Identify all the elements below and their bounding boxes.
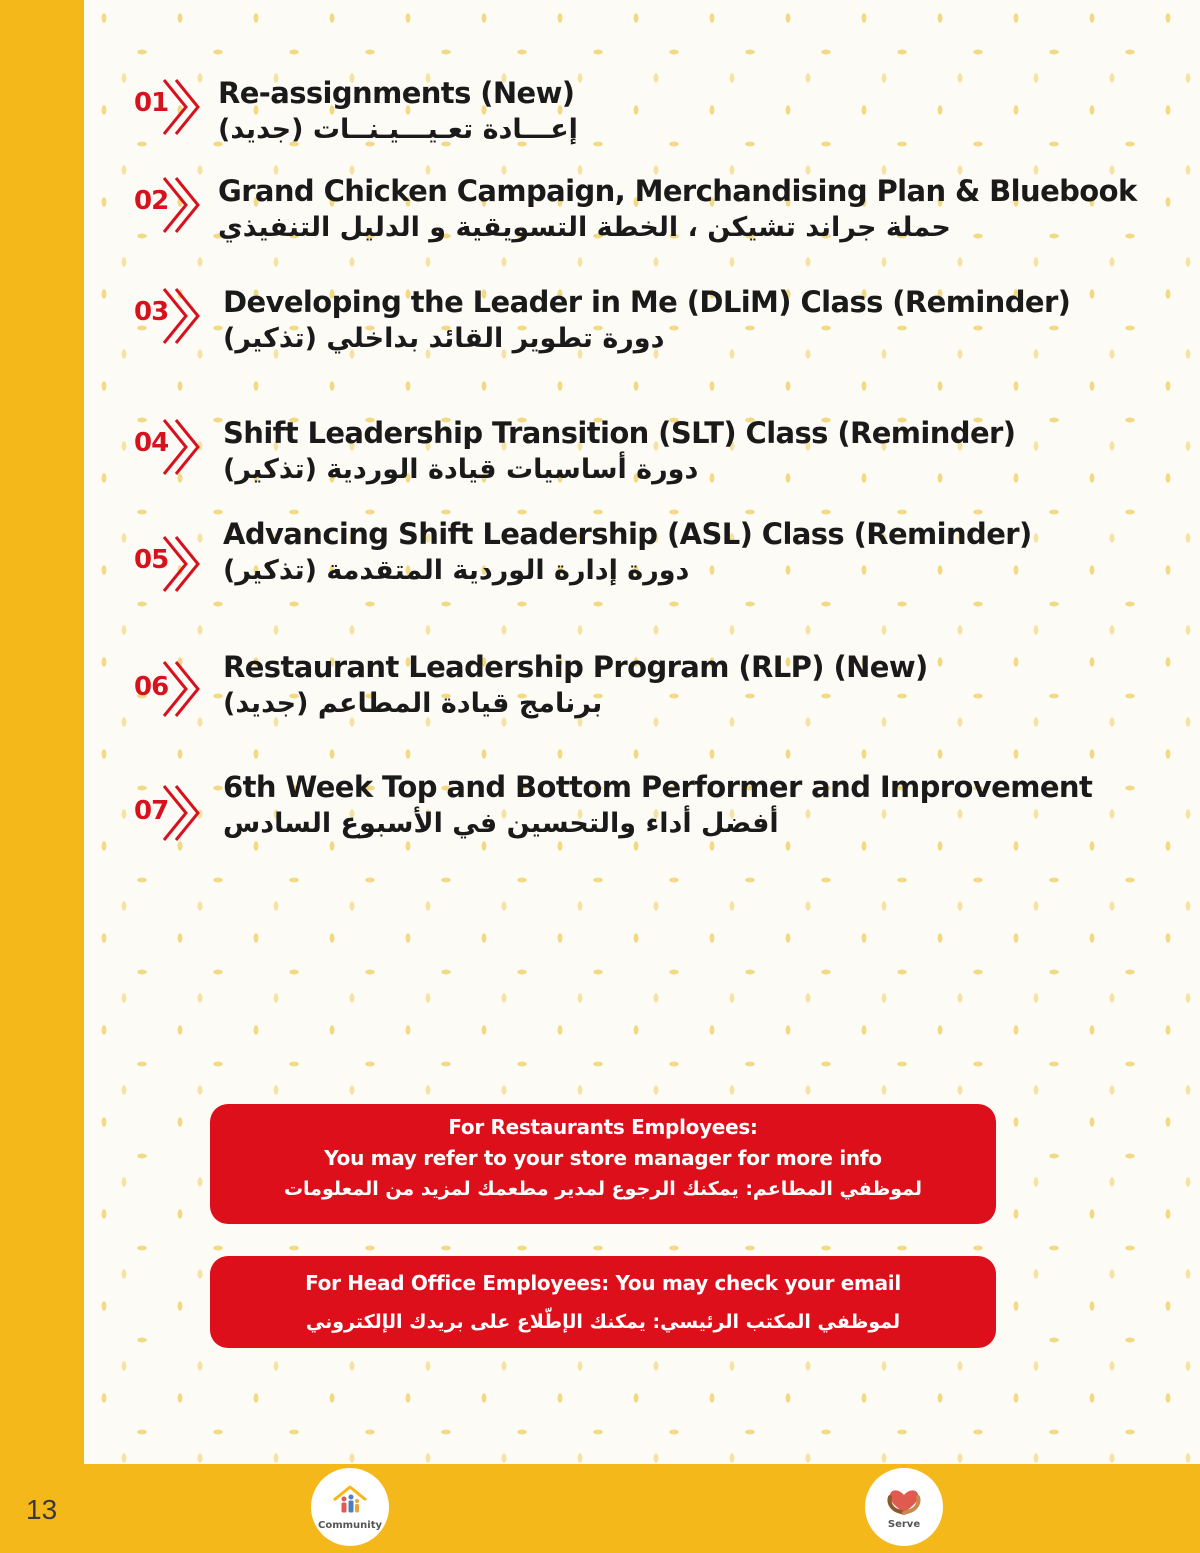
item-title: Advancing Shift Leadership (ASL) Class (Reminder) [223, 517, 1032, 551]
item-title-arabic: برنامج قيادة المطاعم (جديد) [223, 688, 603, 719]
item-title-arabic: دورة أساسيات قيادة الوردية (تذكير) [223, 454, 699, 485]
community-badge-label: Community [317, 1519, 382, 1531]
item-title-arabic: حملة جراند تشيكن ، الخطة التسويقية و الدليل التنفيذي [218, 212, 951, 243]
restaurants-notice-heading: For Restaurants Employees: [448, 1115, 758, 1139]
double-chevron-icon [158, 533, 208, 595]
item-title-arabic: أفضل أداء والتحسين في الأسبوع السادس [223, 808, 779, 839]
item-number: 06 [134, 672, 169, 702]
item-title: 6th Week Top and Bottom Performer and Improvement [223, 770, 1093, 804]
item-number: 02 [134, 186, 169, 216]
item-title: Restaurant Leadership Program (RLP) (New) [223, 650, 928, 684]
item-number: 04 [134, 428, 169, 458]
agenda-item [130, 517, 1190, 597]
heart-hands-icon [884, 1485, 924, 1517]
item-title-arabic: دورة إدارة الوردية المتقدمة (تذكير) [223, 555, 690, 586]
item-title-arabic: دورة تطوير القائد بداخلي (تذكير) [223, 323, 665, 354]
restaurants-notice-box [210, 1104, 996, 1224]
page-number: 13 [26, 1494, 58, 1525]
agenda-item [130, 650, 1190, 730]
serve-badge [865, 1468, 943, 1546]
agenda-item [130, 416, 1190, 496]
double-chevron-icon [158, 416, 208, 478]
serve-badge-label: Serve [887, 1518, 921, 1530]
restaurants-notice-arabic: لموظفي المطاعم: يمكنك الرجوع لمدير مطعمك لمزيد من المعلومات [283, 1178, 923, 1200]
item-title: Grand Chicken Campaign, Merchandising Plan & Bluebook [218, 174, 1137, 208]
item-title: Re-assignments (New) [218, 76, 575, 110]
item-title: Shift Leadership Transition (SLT) Class (Reminder) [223, 416, 1016, 450]
agenda-item [130, 285, 1190, 365]
community-badge [311, 1468, 389, 1546]
double-chevron-icon [158, 782, 208, 844]
office-notice-text: For Head Office Employees: You may check your email [305, 1271, 901, 1295]
item-number: 01 [134, 88, 169, 118]
double-chevron-icon [158, 658, 208, 720]
item-title: Developing the Leader in Me (DLiM) Class (Reminder) [223, 285, 1071, 319]
item-title-arabic: إعـــادة تعـيـــيـنــات (جديد) [218, 114, 578, 145]
double-chevron-icon [158, 174, 208, 236]
agenda-item [130, 174, 1190, 254]
agenda-item [130, 76, 1190, 156]
item-number: 07 [134, 796, 169, 826]
house-people-icon [330, 1484, 370, 1518]
item-number: 03 [134, 297, 169, 327]
double-chevron-icon [158, 76, 208, 138]
double-chevron-icon [158, 285, 208, 347]
footer-bar [0, 1464, 1200, 1553]
agenda-item [130, 770, 1190, 850]
office-notice-box [210, 1256, 996, 1348]
item-number: 05 [134, 545, 169, 575]
office-notice-arabic: لموظفي المكتب الرئيسي: يمكنك الإطّلاع على بريدك الإلكتروني [305, 1311, 901, 1333]
restaurants-notice-text: You may refer to your store manager for more info [324, 1146, 882, 1170]
